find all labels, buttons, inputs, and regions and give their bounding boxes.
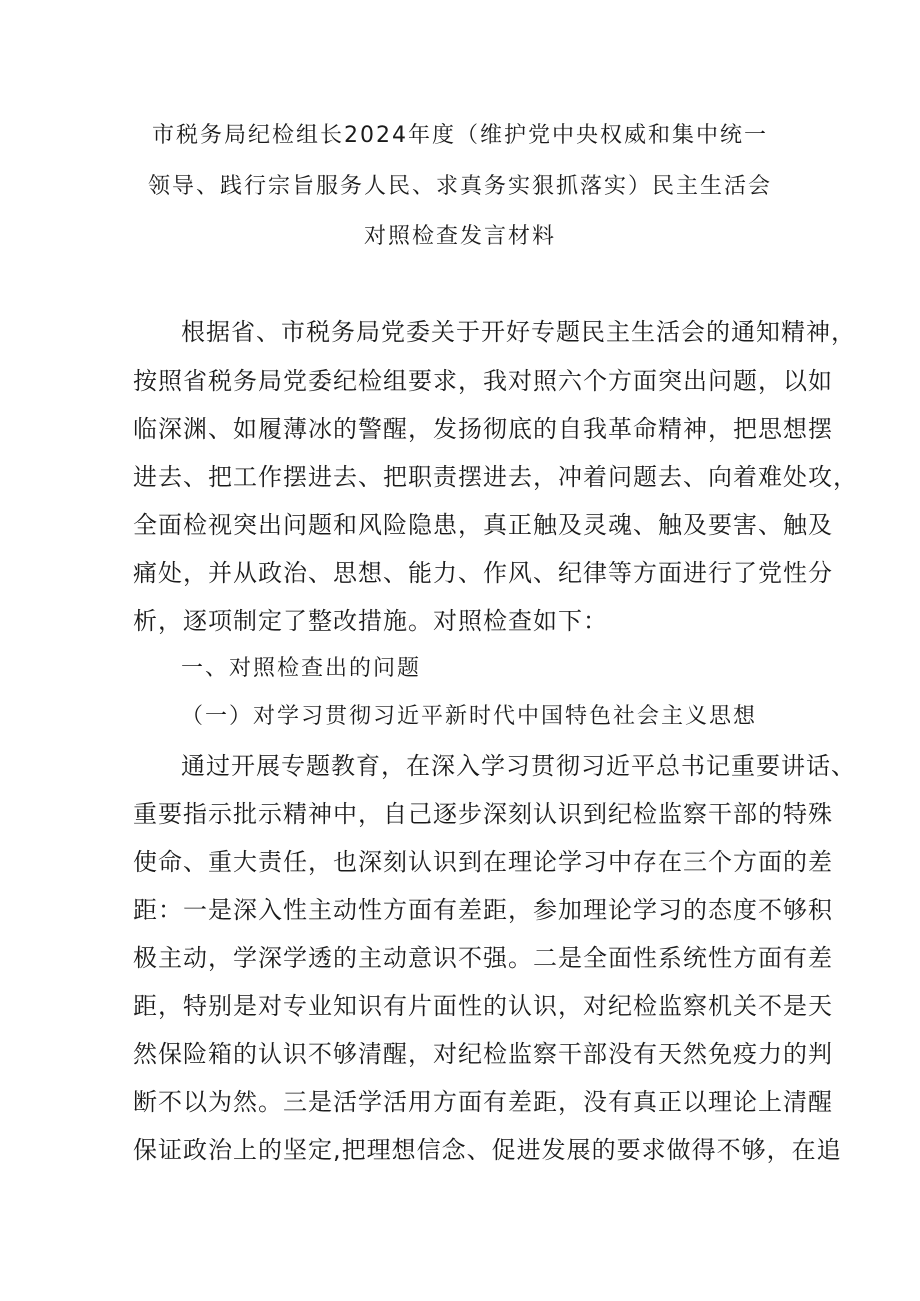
body-paragraph-line: 然保险箱的认识不够清醒，对纪检监察干部没有天然免疫力的判: [133, 1040, 833, 1068]
body-paragraph-line: 极主动，学深学透的主动意识不强。二是全面性系统性方面有差: [133, 944, 833, 972]
intro-paragraph-line: 进去、把工作摆进去、把职责摆进去，冲着问题去、向着难处攻，: [133, 463, 858, 491]
body-paragraph-line: 保证政治上的坚定,把理想信念、促进发展的要求做得不够，在追: [133, 1136, 842, 1164]
intro-paragraph-line: 根据省、市税务局党委关于开好专题民主生活会的通知精神，: [181, 318, 856, 346]
intro-paragraph-line: 按照省税务局党委纪检组要求，我对照六个方面突出问题，以如: [133, 367, 833, 395]
body-paragraph-line: 距：一是深入性主动性方面有差距，参加理论学习的态度不够积: [133, 896, 833, 924]
intro-paragraph-line: 析，逐项制定了整改措施。对照检查如下：: [133, 607, 608, 635]
document-title-line-3: 对照检查发言材料: [363, 224, 556, 249]
intro-paragraph-line: 临深渊、如履薄冰的警醒，发扬彻底的自我革命精神，把思想摆: [133, 415, 833, 443]
intro-paragraph-line: 全面检视突出问题和风险隐患，真正触及灵魂、触及要害、触及: [133, 511, 833, 539]
body-paragraph-line: 使命、重大责任，也深刻认识到在理论学习中存在三个方面的差: [133, 848, 833, 876]
document-title-line-2: 领导、践行宗旨服务人民、求真务实狠抓落实）民主生活会: [147, 174, 772, 199]
body-paragraph-line: 重要指示批示精神中，自己逐步深刻认识到纪检监察干部的特殊: [133, 800, 833, 828]
section-heading: 一、对照检查出的问题: [181, 656, 422, 681]
body-paragraph-line: 通过开展专题教育，在深入学习贯彻习近平总书记重要讲话、: [181, 752, 856, 780]
document-title-line-1: 市税务局纪检组长2024年度（维护党中央权威和集中统一: [152, 123, 768, 148]
body-paragraph-line: 断不以为然。三是活学活用方面有差距，没有真正以理论上清醒: [133, 1088, 833, 1116]
body-paragraph-line: 距，特别是对专业知识有片面性的认识，对纪检监察机关不是天: [133, 992, 833, 1020]
subsection-heading: （一）对学习贯彻习近平新时代中国特色社会主义思想: [181, 704, 758, 729]
intro-paragraph-line: 痛处，并从政治、思想、能力、作风、纪律等方面进行了党性分: [133, 559, 833, 587]
